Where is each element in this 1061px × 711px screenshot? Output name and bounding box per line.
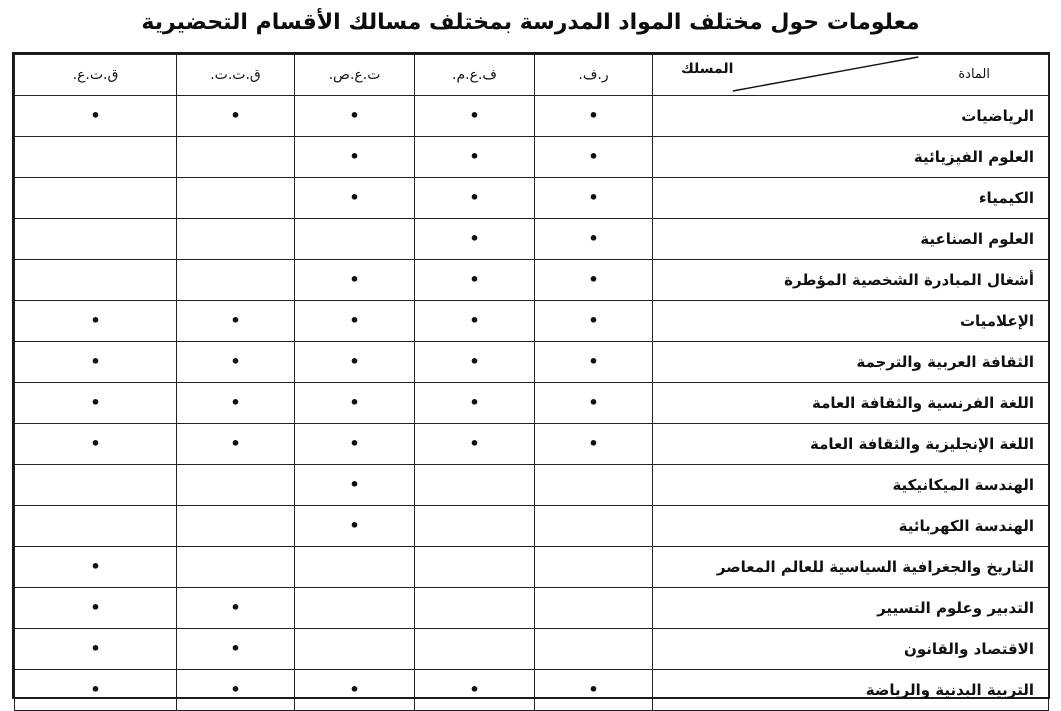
table-row [15,629,1049,670]
track-mark-cell [177,219,295,260]
track-header: ت.ع.ص. [295,55,415,96]
track-mark-cell: • [177,301,295,342]
table-row [15,137,1049,178]
track-axis-label: المسلك [681,61,734,77]
track-mark-cell [15,137,177,178]
subject-name: الهندسة الكهربائية [653,506,1049,547]
track-mark-cell [415,588,535,629]
subject-name: الهندسة الميكانيكية [653,465,1049,506]
subject-name: العلوم الصناعية [653,219,1049,260]
table-row [15,260,1049,301]
track-mark-cell: • [415,383,535,424]
track-mark-cell: • [295,137,415,178]
subject-name: الثقافة العربية والترجمة [653,342,1049,383]
track-mark-cell [177,137,295,178]
table-row [15,383,1049,424]
track-mark-cell: • [535,260,653,301]
subject-name: اللغة الإنجليزية والثقافة العامة [653,424,1049,465]
track-mark-cell: • [295,424,415,465]
subject-name: الرياضيات [653,96,1049,137]
track-mark-cell: • [177,629,295,670]
track-mark-cell: • [415,219,535,260]
table-row [15,506,1049,547]
track-mark-cell: • [295,465,415,506]
track-mark-cell: • [15,588,177,629]
subject-name: أشغال المبادرة الشخصية المؤطرة [653,260,1049,301]
track-mark-cell [15,465,177,506]
track-mark-cell: • [415,342,535,383]
track-mark-cell: • [535,219,653,260]
track-header: ق.ت.ت. [177,55,295,96]
track-mark-cell [177,260,295,301]
subject-name: الاقتصاد والقانون [653,629,1049,670]
track-mark-cell: • [177,588,295,629]
track-mark-cell [535,629,653,670]
track-mark-cell: • [535,383,653,424]
track-mark-cell: • [15,670,177,711]
track-mark-cell [15,506,177,547]
track-mark-cell [295,629,415,670]
track-mark-cell [535,547,653,588]
track-mark-cell [535,588,653,629]
table-row [15,219,1049,260]
track-mark-cell [415,547,535,588]
track-mark-cell [15,219,177,260]
subject-name: الكيمياء [653,178,1049,219]
table-row [15,670,1049,711]
track-mark-cell: • [535,178,653,219]
track-mark-cell: • [535,342,653,383]
track-mark-cell: • [415,670,535,711]
track-mark-cell [177,178,295,219]
track-mark-cell [177,506,295,547]
track-mark-cell: • [415,178,535,219]
subject-name: التدبير وعلوم التسيير [653,588,1049,629]
track-mark-cell [415,506,535,547]
track-header: ق.ت.ع. [15,55,177,96]
track-mark-cell: • [535,424,653,465]
track-mark-cell: • [415,137,535,178]
track-mark-cell: • [415,301,535,342]
subject-name: الإعلاميات [653,301,1049,342]
track-mark-cell: • [15,96,177,137]
subject-name: التربية البدنية والرياضة [653,670,1049,711]
track-mark-cell: • [15,424,177,465]
track-mark-cell: • [295,96,415,137]
subjects-table [14,54,1049,711]
table-body [15,96,1049,711]
track-mark-cell [177,547,295,588]
track-mark-cell: • [15,383,177,424]
table-row [15,96,1049,137]
track-mark-cell: • [535,670,653,711]
track-header: ر.ف. [535,55,653,96]
track-mark-cell: • [15,547,177,588]
track-mark-cell: • [295,342,415,383]
subjects-table-frame [12,52,1050,699]
table-row [15,424,1049,465]
subject-name: اللغة الفرنسية والثقافة العامة [653,383,1049,424]
table-row [15,465,1049,506]
subject-name: التاريخ والجغرافية السياسية للعالم المعاصر [653,547,1049,588]
table-row [15,342,1049,383]
track-mark-cell [295,219,415,260]
diagonal-header-cell [653,55,1049,96]
table-row [15,588,1049,629]
track-mark-cell: • [415,96,535,137]
track-mark-cell: • [535,96,653,137]
subject-axis-label: المادة [958,67,990,82]
track-mark-cell [415,465,535,506]
subject-name: العلوم الفيزيائية [653,137,1049,178]
track-mark-cell [535,465,653,506]
track-mark-cell: • [177,96,295,137]
track-mark-cell: • [295,670,415,711]
track-mark-cell: • [177,383,295,424]
table-row [15,547,1049,588]
track-mark-cell: • [535,137,653,178]
track-mark-cell: • [177,342,295,383]
track-mark-cell [295,547,415,588]
track-mark-cell: • [415,424,535,465]
header-row [15,55,1049,96]
page-title: معلومات حول مختلف المواد المدرسة بمختلف مسالك الأقسام التحضيرية [141,10,920,35]
track-mark-cell: • [295,301,415,342]
track-mark-cell [535,506,653,547]
track-mark-cell: • [177,424,295,465]
track-mark-cell [177,465,295,506]
track-mark-cell: • [15,342,177,383]
track-mark-cell: • [415,260,535,301]
track-mark-cell: • [295,506,415,547]
table-row [15,301,1049,342]
track-mark-cell: • [177,670,295,711]
track-header: ف.ع.م. [415,55,535,96]
track-mark-cell: • [15,629,177,670]
track-mark-cell: • [295,178,415,219]
track-mark-cell [295,588,415,629]
track-mark-cell [415,629,535,670]
table-row [15,178,1049,219]
track-mark-cell [15,178,177,219]
track-mark-cell [15,260,177,301]
track-mark-cell: • [15,301,177,342]
track-mark-cell: • [535,301,653,342]
track-mark-cell: • [295,383,415,424]
track-mark-cell: • [295,260,415,301]
